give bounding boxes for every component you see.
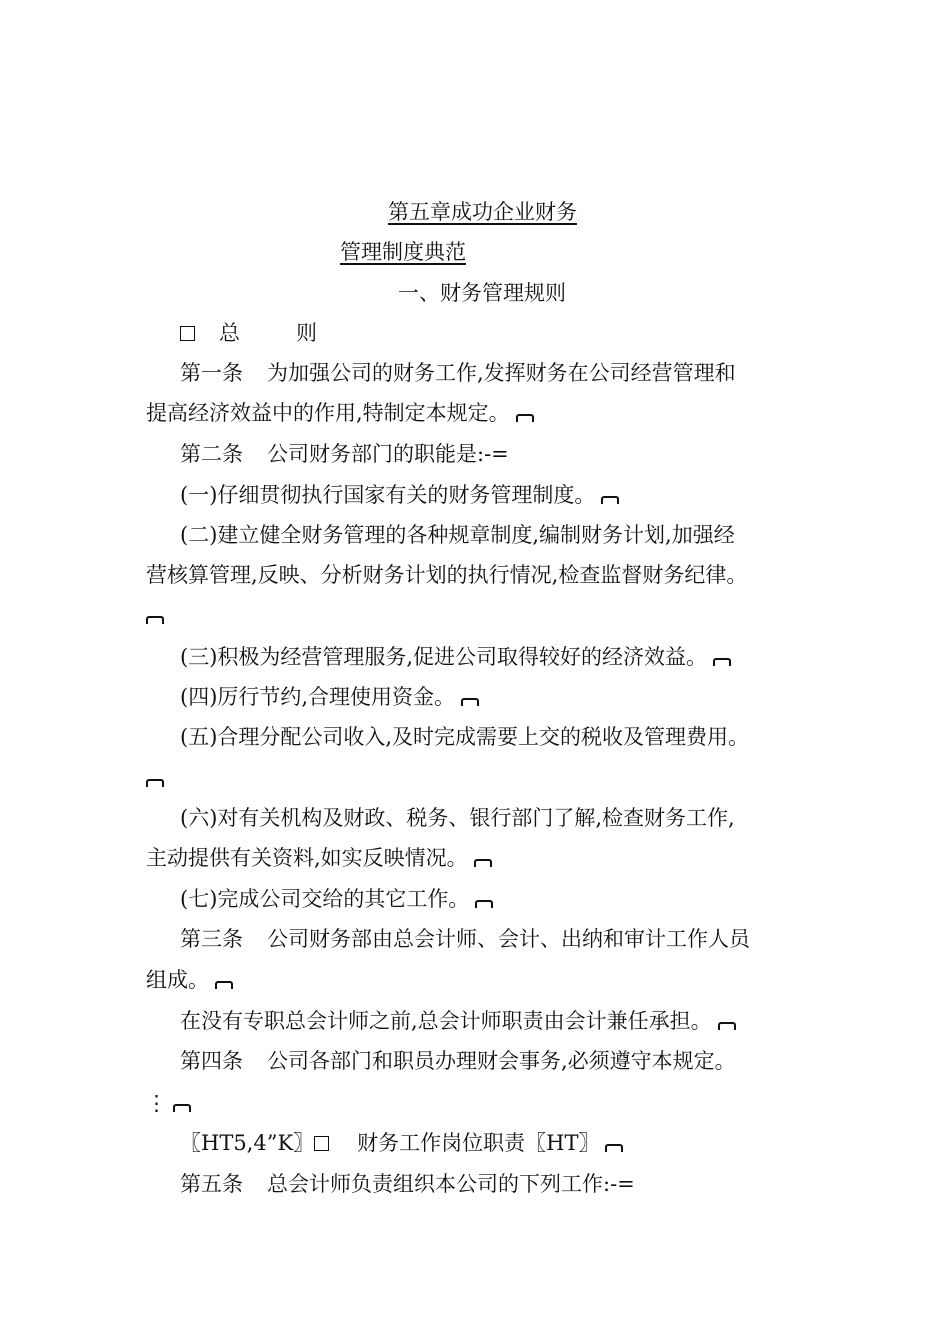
article-1-text: 为加强公司的财务工作,发挥财务在公司经营管理和 (267, 361, 736, 385)
article-3-note-text: 在没有专职总会计师之前,总会计师职责由会计兼任承担。 (180, 1009, 712, 1033)
item-2-line1: (二)建立健全财务管理的各种规章制度,编制财务计划,加强经 (180, 523, 735, 547)
section-general-heading (180, 318, 860, 348)
article-3-label: 第三条 (180, 927, 243, 951)
return-mark-icon (605, 1144, 623, 1152)
article-3-note (180, 1006, 860, 1036)
article-3-line2 (146, 965, 826, 995)
general-char1: 总 (219, 321, 240, 345)
article-5 (180, 1169, 860, 1199)
article-1-text-cont: 提高经济效益中的作用,特制定本规定。 (146, 401, 510, 425)
item-4 (180, 682, 860, 712)
duty-title: 财务工作岗位职责〖HT〗 (357, 1131, 600, 1155)
article-4-label: 第四条 (180, 1049, 243, 1073)
ellipsis-mark: ⋮ (146, 1091, 167, 1115)
return-mark-icon (601, 496, 619, 504)
article-5-label: 第五条 (180, 1172, 243, 1196)
article-4-text: 公司各部门和职员办理财会事务,必须遵守本规定。 (267, 1049, 736, 1073)
article-3-line1 (180, 924, 860, 954)
item-4-text: (四)厉行节约,合理使用资金。 (180, 685, 456, 709)
item-7-text: (七)完成公司交给的其它工作。 (180, 887, 470, 911)
return-mark-icon (475, 900, 493, 908)
return-mark-icon (215, 981, 233, 989)
return-mark-icon (474, 859, 492, 867)
return-mark-icon (173, 1104, 191, 1112)
item-3-text: (三)积极为经营管理服务,促进公司取得较好的经济效益。 (180, 645, 708, 669)
article-3-text-cont: 组成。 (146, 968, 209, 992)
item-1 (180, 480, 860, 510)
return-mark-icon (146, 779, 164, 787)
item-1-text: (一)仔细贯彻执行国家有关的财务管理制度。 (180, 483, 596, 507)
article-5-text: 总会计师负责组织本公司的下列工作: (267, 1172, 611, 1196)
item-6-line2 (146, 843, 826, 873)
checkbox-square-icon (314, 1136, 329, 1151)
item-3 (180, 642, 860, 672)
article-4-line2 (146, 1088, 826, 1118)
article-1-label: 第一条 (180, 361, 243, 385)
return-mark-icon (146, 616, 164, 624)
article-4 (180, 1046, 860, 1076)
item-6-text-cont: 主动提供有关资料,如实反映情况。 (146, 846, 468, 870)
colon-mark: -= (484, 442, 509, 466)
item-5-line1: (五)合理分配公司收入,及时完成需要上交的税收及管理费用。 (180, 725, 750, 749)
return-mark-icon (461, 698, 479, 706)
item-5-line2 (146, 763, 826, 793)
item-6-line1: (六)对有关机构及财政、税务、银行部门了解,检查财务工作, (180, 806, 735, 830)
chapter-title-line1: 第五章成功企业财务 (388, 200, 577, 224)
article-1-line2 (146, 398, 826, 428)
item-2-line3 (146, 600, 826, 630)
article-2-label: 第二条 (180, 442, 243, 466)
general-char2: 则 (296, 321, 317, 345)
checkbox-square-icon (180, 326, 195, 341)
duty-prefix: 〖HT5,4”K〗 (180, 1131, 315, 1155)
chapter-title-line2: 管理制度典范 (340, 240, 466, 264)
return-mark-icon (718, 1022, 736, 1030)
item-7 (180, 884, 860, 914)
return-mark-icon (516, 414, 534, 422)
article-2-text: 公司财务部门的职能是: (267, 442, 485, 466)
article-2 (180, 439, 860, 469)
article-1-line1 (180, 358, 860, 388)
item-2-line2: 营核算管理,反映、分析财务计划的执行情况,检查监督财务纪律。 (146, 563, 748, 587)
colon-mark: -= (610, 1172, 635, 1196)
return-mark-icon (713, 658, 731, 666)
section-duty-heading (180, 1128, 860, 1158)
section-title: 一、财务管理规则 (398, 281, 566, 305)
article-3-text: 公司财务部由总会计师、会计、出纳和审计工作人员 (267, 927, 750, 951)
